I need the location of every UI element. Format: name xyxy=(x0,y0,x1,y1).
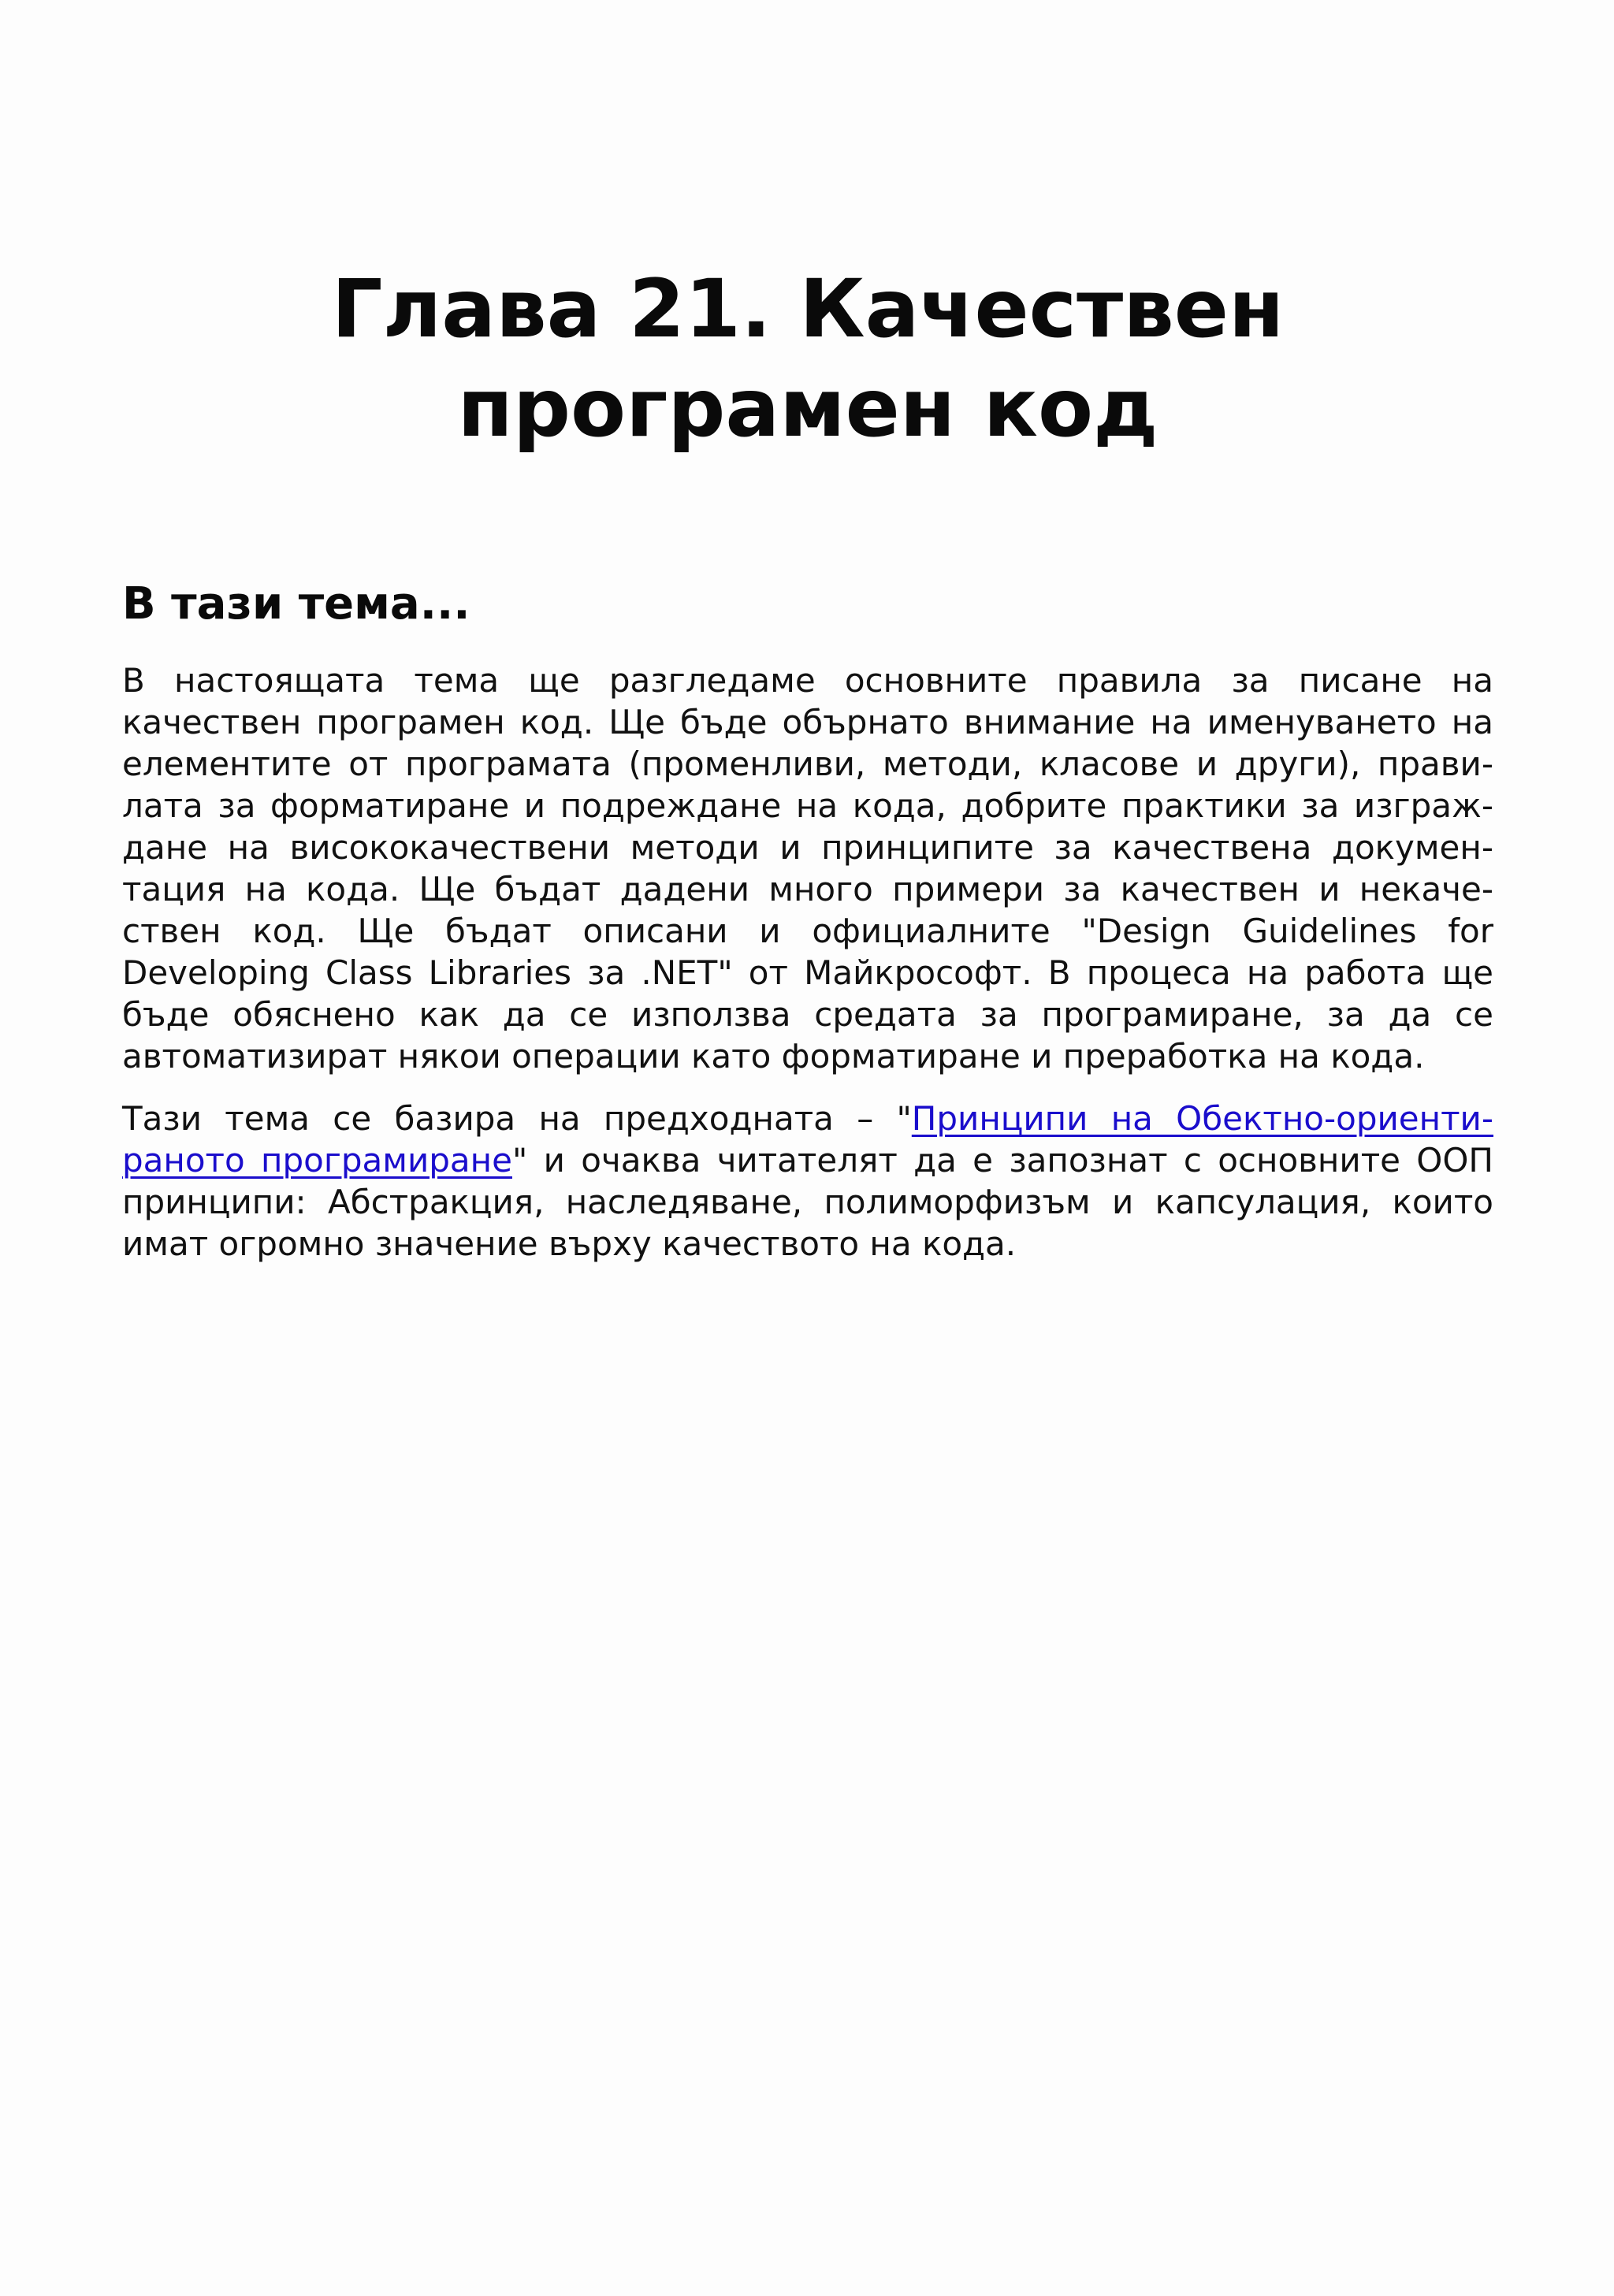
paragraph-line: принципи: Абстракция, наследяване, полиморфизъм и капсулация, които xyxy=(122,1183,1493,1221)
paragraph-line: дане на висококачествени методи и принципите за качествена докумен- xyxy=(122,828,1493,867)
paragraph-line: елементите от програмата (променливи, методи, класове и други), прави- xyxy=(122,745,1493,783)
oop-principles-link-continued[interactable]: раното програмиране xyxy=(122,1141,512,1180)
paragraph-line: бъде обяснено как да се използва средата за програмиране, за да се xyxy=(122,995,1493,1034)
paragraph-line xyxy=(122,1139,1493,1181)
paragraph-line: имат огромно значение върху качеството на кода. xyxy=(122,1224,1017,1263)
paragraph-line: тация на кода. Ще бъдат дадени много примери за качествен и некаче- xyxy=(122,870,1493,908)
chapter-title xyxy=(122,260,1493,459)
paragraph-line: лата за форматиране и подреждане на кода, добрите практики за изграж- xyxy=(122,786,1493,825)
section-heading: В тази тема... xyxy=(122,578,470,630)
oop-principles-link[interactable]: Принципи на Обектно-ориенти- xyxy=(911,1099,1493,1138)
line-text: " и очаква читателят да е запознат с основните ООП xyxy=(511,1141,1493,1180)
chapter-title-line-1: Глава 21. Качествен xyxy=(331,262,1285,356)
intro-paragraph xyxy=(122,659,1493,1077)
paragraph-line: Developing Class Libraries за .NET" от Майкрософт. В процеса на работа ще xyxy=(122,953,1493,992)
paragraph-line: ствен код. Ще бъдат описани и официалните "Design Guidelines for xyxy=(122,912,1493,950)
chapter-title-line-2: програмен код xyxy=(457,362,1158,455)
paragraph-line xyxy=(122,1098,1493,1139)
paragraph-line: В настоящата тема ще разгледаме основните правила за писане на xyxy=(122,661,1493,700)
line-text: Тази тема се базира на предходната – " xyxy=(122,1099,912,1138)
paragraph-line: качествен програмен код. Ще бъде обърнато внимание на именуването на xyxy=(122,703,1493,741)
prerequisite-paragraph xyxy=(122,1098,1493,1265)
paragraph-line: автоматизират някои операции като форматиране и преработка на кода. xyxy=(122,1037,1425,1076)
